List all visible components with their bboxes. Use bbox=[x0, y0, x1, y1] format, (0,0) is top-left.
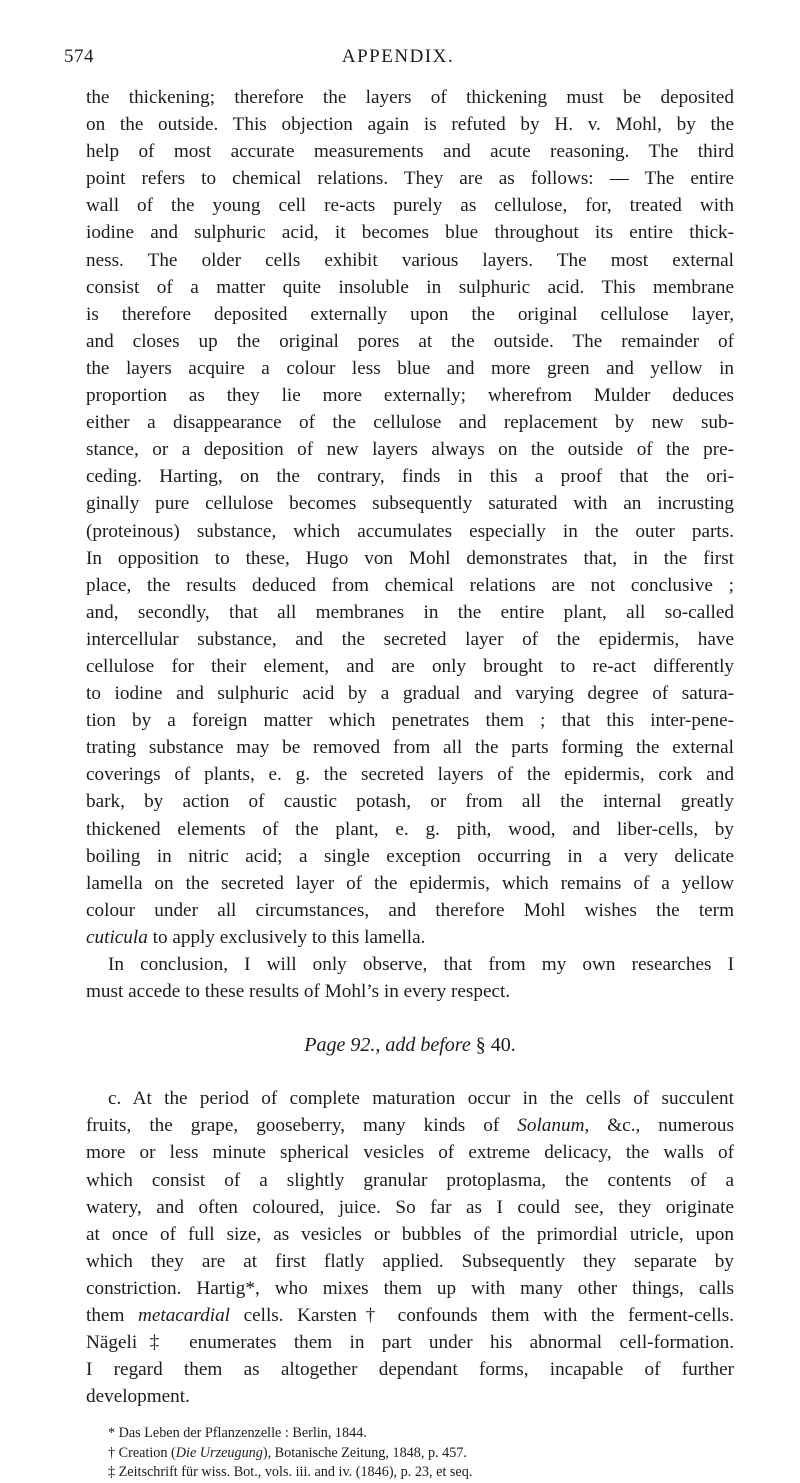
text-line: on the outside. This objection again is refuted by H. v. Mohl, by the bbox=[86, 114, 734, 136]
text-line: help of most accurate measurements and acute reasoning. The third bbox=[86, 141, 734, 163]
italic-term: metacardial bbox=[137, 1305, 230, 1327]
text-line: Nägeli‡ enumerates them in part under his abnormal cell-formation. bbox=[86, 1332, 734, 1354]
footnote: ‡ Zeitschrift für wiss. Bot., vols. iii. and iv. (1846), p. 23, et seq. bbox=[108, 1464, 473, 1481]
text-line: lamella on the secreted layer of the epidermis, which remains of a yellow bbox=[86, 872, 734, 894]
text-line: at once of full size, as vesicles or bubbles of the primordial utricle, upon bbox=[86, 1223, 734, 1245]
text-line: coverings of plants, e. g. the secreted layers of the epidermis, cork and bbox=[86, 764, 734, 786]
text-line: c. At the period of complete maturation occur in the cells of succulent bbox=[108, 1088, 734, 1110]
text-line: In conclusion, I will only observe, that from my own researches I bbox=[108, 954, 734, 975]
text-line: ness. The older cells exhibit various layers. The most external bbox=[86, 249, 734, 271]
text-line: I regard them as altogether dependant forms, incapable of further bbox=[86, 1359, 734, 1381]
text-line: must accede to these results of Mohl’s in every respect. bbox=[86, 981, 511, 1003]
text-line: is therefore deposited externally upon the original cellulose layer, bbox=[86, 303, 734, 325]
text-line: proportion as they lie more externally; wherefrom Mulder deduces bbox=[86, 385, 734, 407]
paragraph-conclusion bbox=[86, 951, 734, 1005]
text-line: trating substance may be removed from all the parts forming the external bbox=[86, 737, 734, 759]
footnote: † Creation (Die Urzeugung), Botanische Zeitung, 1848, p. 457. bbox=[108, 1444, 467, 1461]
text-line: constriction. Hartig*, who mixes them up with many other things, calls bbox=[86, 1277, 734, 1299]
text-line: consist of a matter quite insoluble in sulphuric acid. This membrane bbox=[86, 276, 734, 298]
text-line: and, secondly, that all membranes in the entire plant, all so-called bbox=[86, 601, 734, 623]
text-line: ginally pure cellulose becomes subsequently saturated with an incrusting bbox=[86, 493, 734, 515]
text-line: watery, and often coloured, juice. So far as I could see, they originate bbox=[86, 1196, 734, 1218]
text-line: cuticula to apply exclusively to this lamella. bbox=[86, 926, 426, 948]
paragraph-mohl-cellulose bbox=[86, 84, 734, 951]
text-line: fruits, the grape, gooseberry, many kinds of Solanum, &c., numerous bbox=[86, 1115, 734, 1137]
section-number: § 40. bbox=[475, 1034, 516, 1057]
text-line: which consist of a slightly granular protoplasma, the contents of a bbox=[86, 1169, 734, 1191]
text-line: place, the results deduced from chemical relations are not conclusive ; bbox=[86, 574, 734, 596]
text-line: point refers to chemical relations. They are as follows: — The entire bbox=[86, 168, 734, 190]
text-line: more or less minute spherical vesicles of extreme delicacy, the walls of bbox=[86, 1142, 734, 1164]
text-line: tion by a foreign matter which penetrates them ; that this inter-pene- bbox=[86, 710, 734, 732]
italic-term: Solanum bbox=[517, 1115, 585, 1137]
page-number: 574 bbox=[64, 46, 94, 67]
text-line: bark, by action of caustic potash, or from all the internal greatly bbox=[86, 791, 734, 813]
text-line: In opposition to these, Hugo von Mohl demonstrates that, in the first bbox=[86, 547, 734, 569]
text-line: which they are at first flatly applied. Subsequently they separate by bbox=[86, 1250, 734, 1272]
text-line: colour under all circumstances, and therefore Mohl wishes the term bbox=[86, 899, 734, 921]
text-line: intercellular substance, and the secreted layer of the epidermis, have bbox=[86, 628, 734, 650]
running-head: APPENDIX. bbox=[341, 46, 455, 67]
footnote: * Das Leben der Pflanzenzelle : Berlin, 1844. bbox=[108, 1425, 367, 1442]
text-line: them metacardial cells. Karsten† confounds them with the ferment-cells. bbox=[86, 1305, 734, 1327]
text-line: the thickening; therefore the layers of thickening must be deposited bbox=[86, 87, 734, 108]
text-line: ceding. Harting, on the contrary, finds in this a proof that the ori- bbox=[86, 466, 734, 488]
text-line: to iodine and sulphuric acid by a gradual and varying degree of satura- bbox=[86, 683, 734, 705]
page-body bbox=[86, 84, 734, 1483]
italic-term: cuticula bbox=[86, 926, 148, 948]
text-line: thickened elements of the plant, e. g. pith, wood, and liber-cells, by bbox=[86, 818, 734, 840]
text-line: and closes up the original pores at the outside. The remainder of bbox=[86, 330, 734, 352]
section-heading bbox=[86, 1032, 734, 1059]
text-line: wall of the young cell re-acts purely as cellulose, for, treated with bbox=[86, 195, 734, 217]
text-line: iodine and sulphuric acid, it becomes blue throughout its entire thick- bbox=[86, 222, 734, 244]
text-line: stance, or a deposition of new layers always on the outside of the pre- bbox=[86, 439, 734, 461]
paragraph-vesicles bbox=[86, 1085, 734, 1410]
heading-text: Page 92., add before bbox=[304, 1034, 471, 1057]
text-line: cellulose for their element, and are only brought to re-act differently bbox=[86, 655, 734, 677]
text-line: (proteinous) substance, which accumulates especially in the outer parts. bbox=[86, 520, 734, 542]
footnotes bbox=[86, 1424, 734, 1483]
page-header bbox=[64, 46, 732, 74]
text-line: either a disappearance of the cellulose and replacement by new sub- bbox=[86, 412, 734, 434]
text-line: the layers acquire a colour less blue and more green and yellow in bbox=[86, 357, 734, 379]
text-line: development. bbox=[86, 1386, 190, 1408]
text-line: boiling in nitric acid; a single exception occurring in a very delicate bbox=[86, 845, 734, 867]
